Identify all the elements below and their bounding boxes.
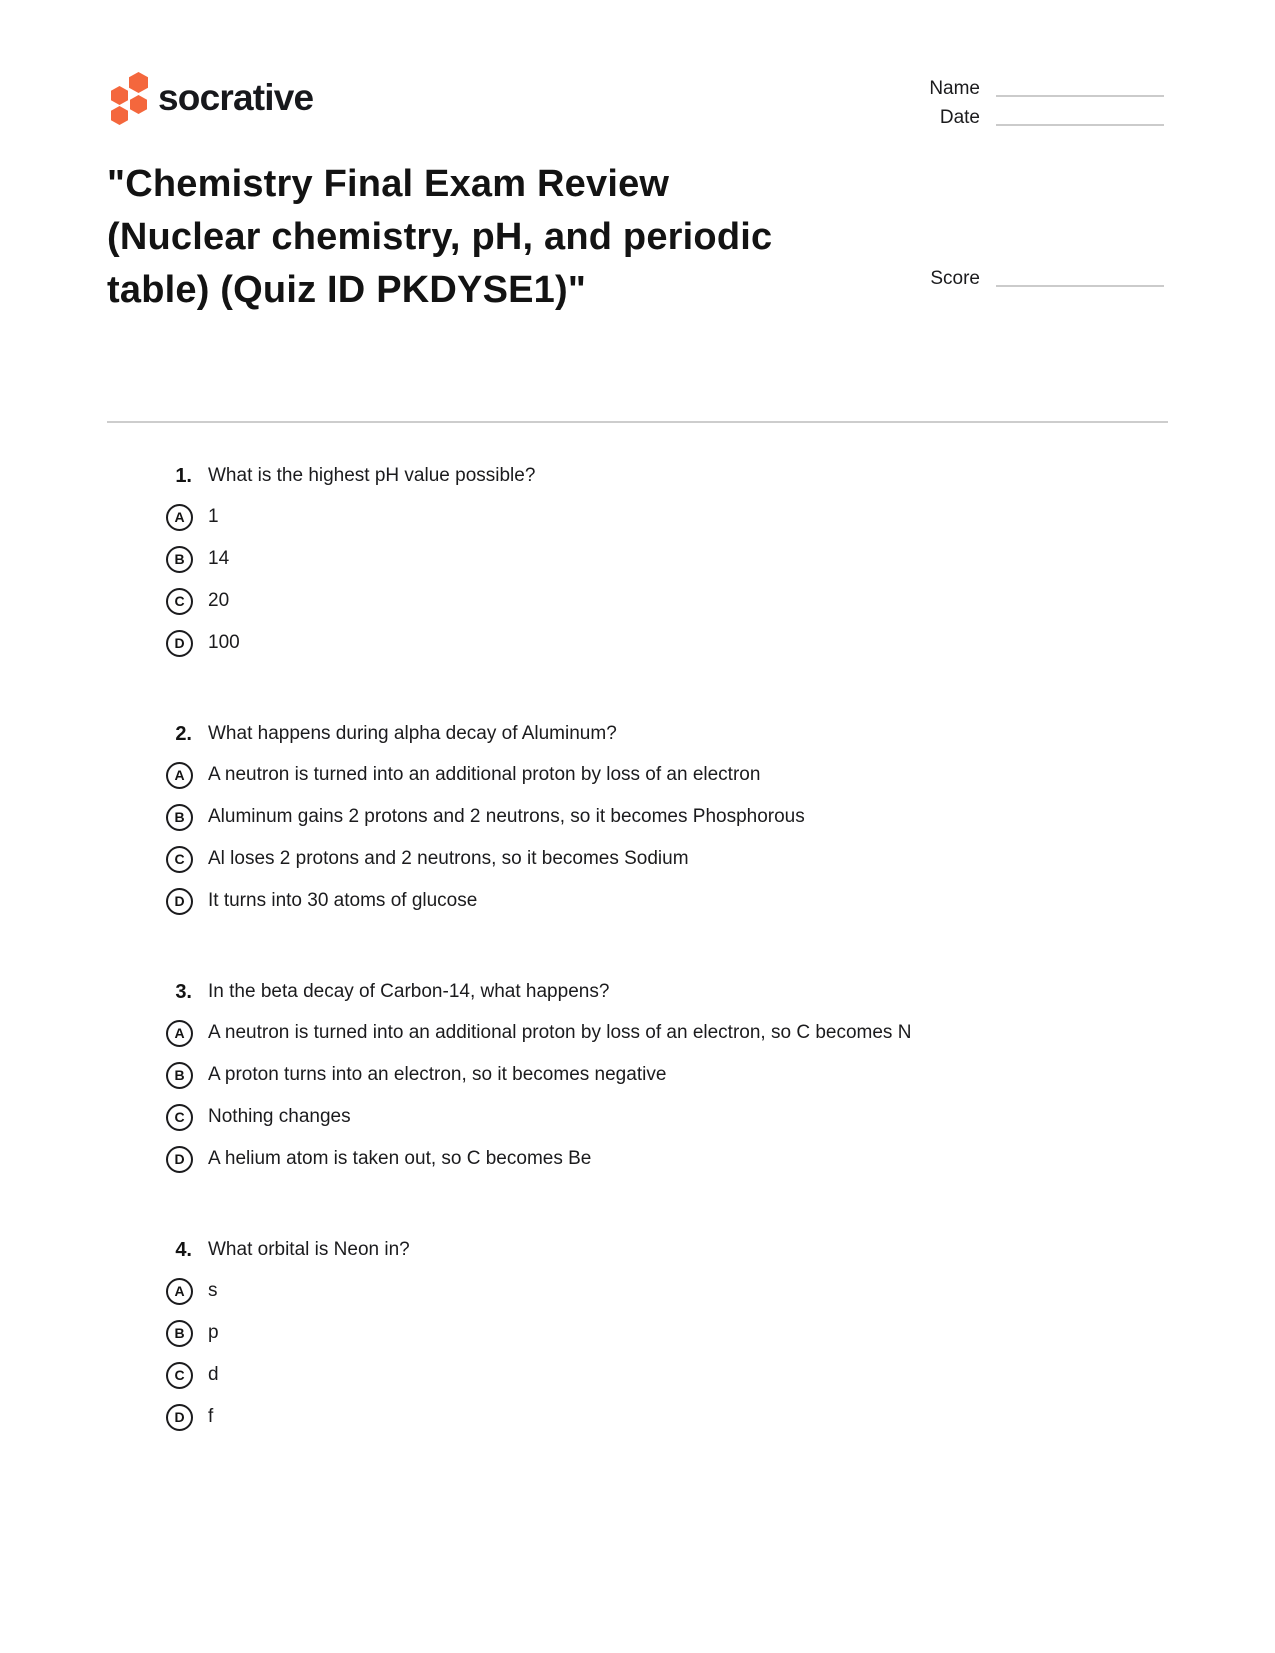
answer-bubble-a: A xyxy=(166,762,193,789)
option-row xyxy=(0,1270,1275,1312)
option-row xyxy=(0,496,1275,538)
question-text: What happens during alpha decay of Aluminum? xyxy=(208,723,617,744)
option-text: 14 xyxy=(208,548,230,569)
answer-bubble-c: C xyxy=(166,1362,193,1389)
option-row xyxy=(0,754,1275,796)
option-text: It turns into 30 atoms of glucose xyxy=(208,890,478,911)
option-text: 1 xyxy=(208,506,219,527)
option-row xyxy=(0,580,1275,622)
option-text: Al loses 2 protons and 2 neutrons, so it becomes Sodium xyxy=(208,848,689,869)
answer-bubble-a: A xyxy=(166,504,193,531)
socrative-hexagons-icon xyxy=(110,70,150,126)
option-text: p xyxy=(208,1322,219,1343)
option-text: Nothing changes xyxy=(208,1106,351,1127)
option-text: Aluminum gains 2 protons and 2 neutrons, so it becomes Phosphorous xyxy=(208,806,805,827)
option-row xyxy=(0,880,1275,922)
score-field-row xyxy=(850,266,1164,292)
answer-bubble-a: A xyxy=(166,1020,193,1047)
question-header xyxy=(0,1237,1275,1263)
option-row xyxy=(0,622,1275,664)
hexagon-icon xyxy=(111,106,128,125)
option-row xyxy=(0,1096,1275,1138)
answer-bubble-b: B xyxy=(166,546,193,573)
date-label: Date xyxy=(939,107,980,128)
option-row xyxy=(0,796,1275,838)
option-text: f xyxy=(208,1406,214,1427)
option-row xyxy=(0,838,1275,880)
question-text: In the beta decay of Carbon-14, what happens? xyxy=(208,981,610,1002)
divider-line xyxy=(107,421,1168,423)
question-text: What is the highest pH value possible? xyxy=(208,465,536,486)
date-field-row xyxy=(850,105,1164,131)
option-text: A neutron is turned into an additional proton by loss of an electron, so C becomes N xyxy=(208,1022,912,1043)
answer-bubble-a: A xyxy=(166,1278,193,1305)
question-3 xyxy=(0,979,1275,1180)
answer-bubble-d: D xyxy=(166,888,193,915)
option-text: d xyxy=(208,1364,219,1385)
question-number: 3. xyxy=(175,981,192,1003)
brand-name: socrative xyxy=(158,77,314,118)
answer-bubble-b: B xyxy=(166,804,193,831)
option-row xyxy=(0,1054,1275,1096)
option-text: 20 xyxy=(208,590,230,611)
option-text: s xyxy=(208,1280,218,1301)
question-text: What orbital is Neon in? xyxy=(208,1239,410,1260)
socrative-logo xyxy=(110,70,313,126)
answer-bubble-b: B xyxy=(166,1062,193,1089)
answer-bubble-c: C xyxy=(166,846,193,873)
answer-bubble-c: C xyxy=(166,1104,193,1131)
hexagon-icon xyxy=(130,95,147,114)
hexagon-icon xyxy=(129,72,148,93)
option-text: A helium atom is taken out, so C becomes Be xyxy=(208,1148,592,1169)
question-header xyxy=(0,463,1275,489)
question-number: 4. xyxy=(175,1239,192,1261)
date-blank-line xyxy=(996,105,1164,126)
question-2 xyxy=(0,721,1275,922)
option-row xyxy=(0,1138,1275,1180)
question-header xyxy=(0,979,1275,1005)
score-blank-line xyxy=(996,266,1164,287)
question-number: 1. xyxy=(175,465,192,487)
option-text: 100 xyxy=(208,632,240,653)
score-label: Score xyxy=(930,268,980,289)
option-text: A proton turns into an electron, so it becomes negative xyxy=(208,1064,667,1085)
answer-bubble-d: D xyxy=(166,630,193,657)
question-1 xyxy=(0,463,1275,664)
name-field-row xyxy=(850,76,1164,102)
answer-bubble-b: B xyxy=(166,1320,193,1347)
hexagon-icon xyxy=(111,86,128,105)
question-header xyxy=(0,721,1275,747)
answer-bubble-c: C xyxy=(166,588,193,615)
option-row xyxy=(0,1396,1275,1438)
question-list xyxy=(0,463,1275,1495)
quiz-title: "Chemistry Final Exam Review (Nuclear chemistry, pH, and periodic table) (Quiz ID PKDYSE1)" xyxy=(107,163,773,311)
option-row xyxy=(0,1012,1275,1054)
answer-bubble-d: D xyxy=(166,1146,193,1173)
answer-bubble-d: D xyxy=(166,1404,193,1431)
option-text: A neutron is turned into an additional proton by loss of an electron xyxy=(208,764,761,785)
question-4 xyxy=(0,1237,1275,1438)
name-blank-line xyxy=(996,76,1164,97)
question-number: 2. xyxy=(175,723,192,745)
name-label: Name xyxy=(929,78,980,99)
option-row xyxy=(0,1354,1275,1396)
option-row xyxy=(0,538,1275,580)
option-row xyxy=(0,1312,1275,1354)
